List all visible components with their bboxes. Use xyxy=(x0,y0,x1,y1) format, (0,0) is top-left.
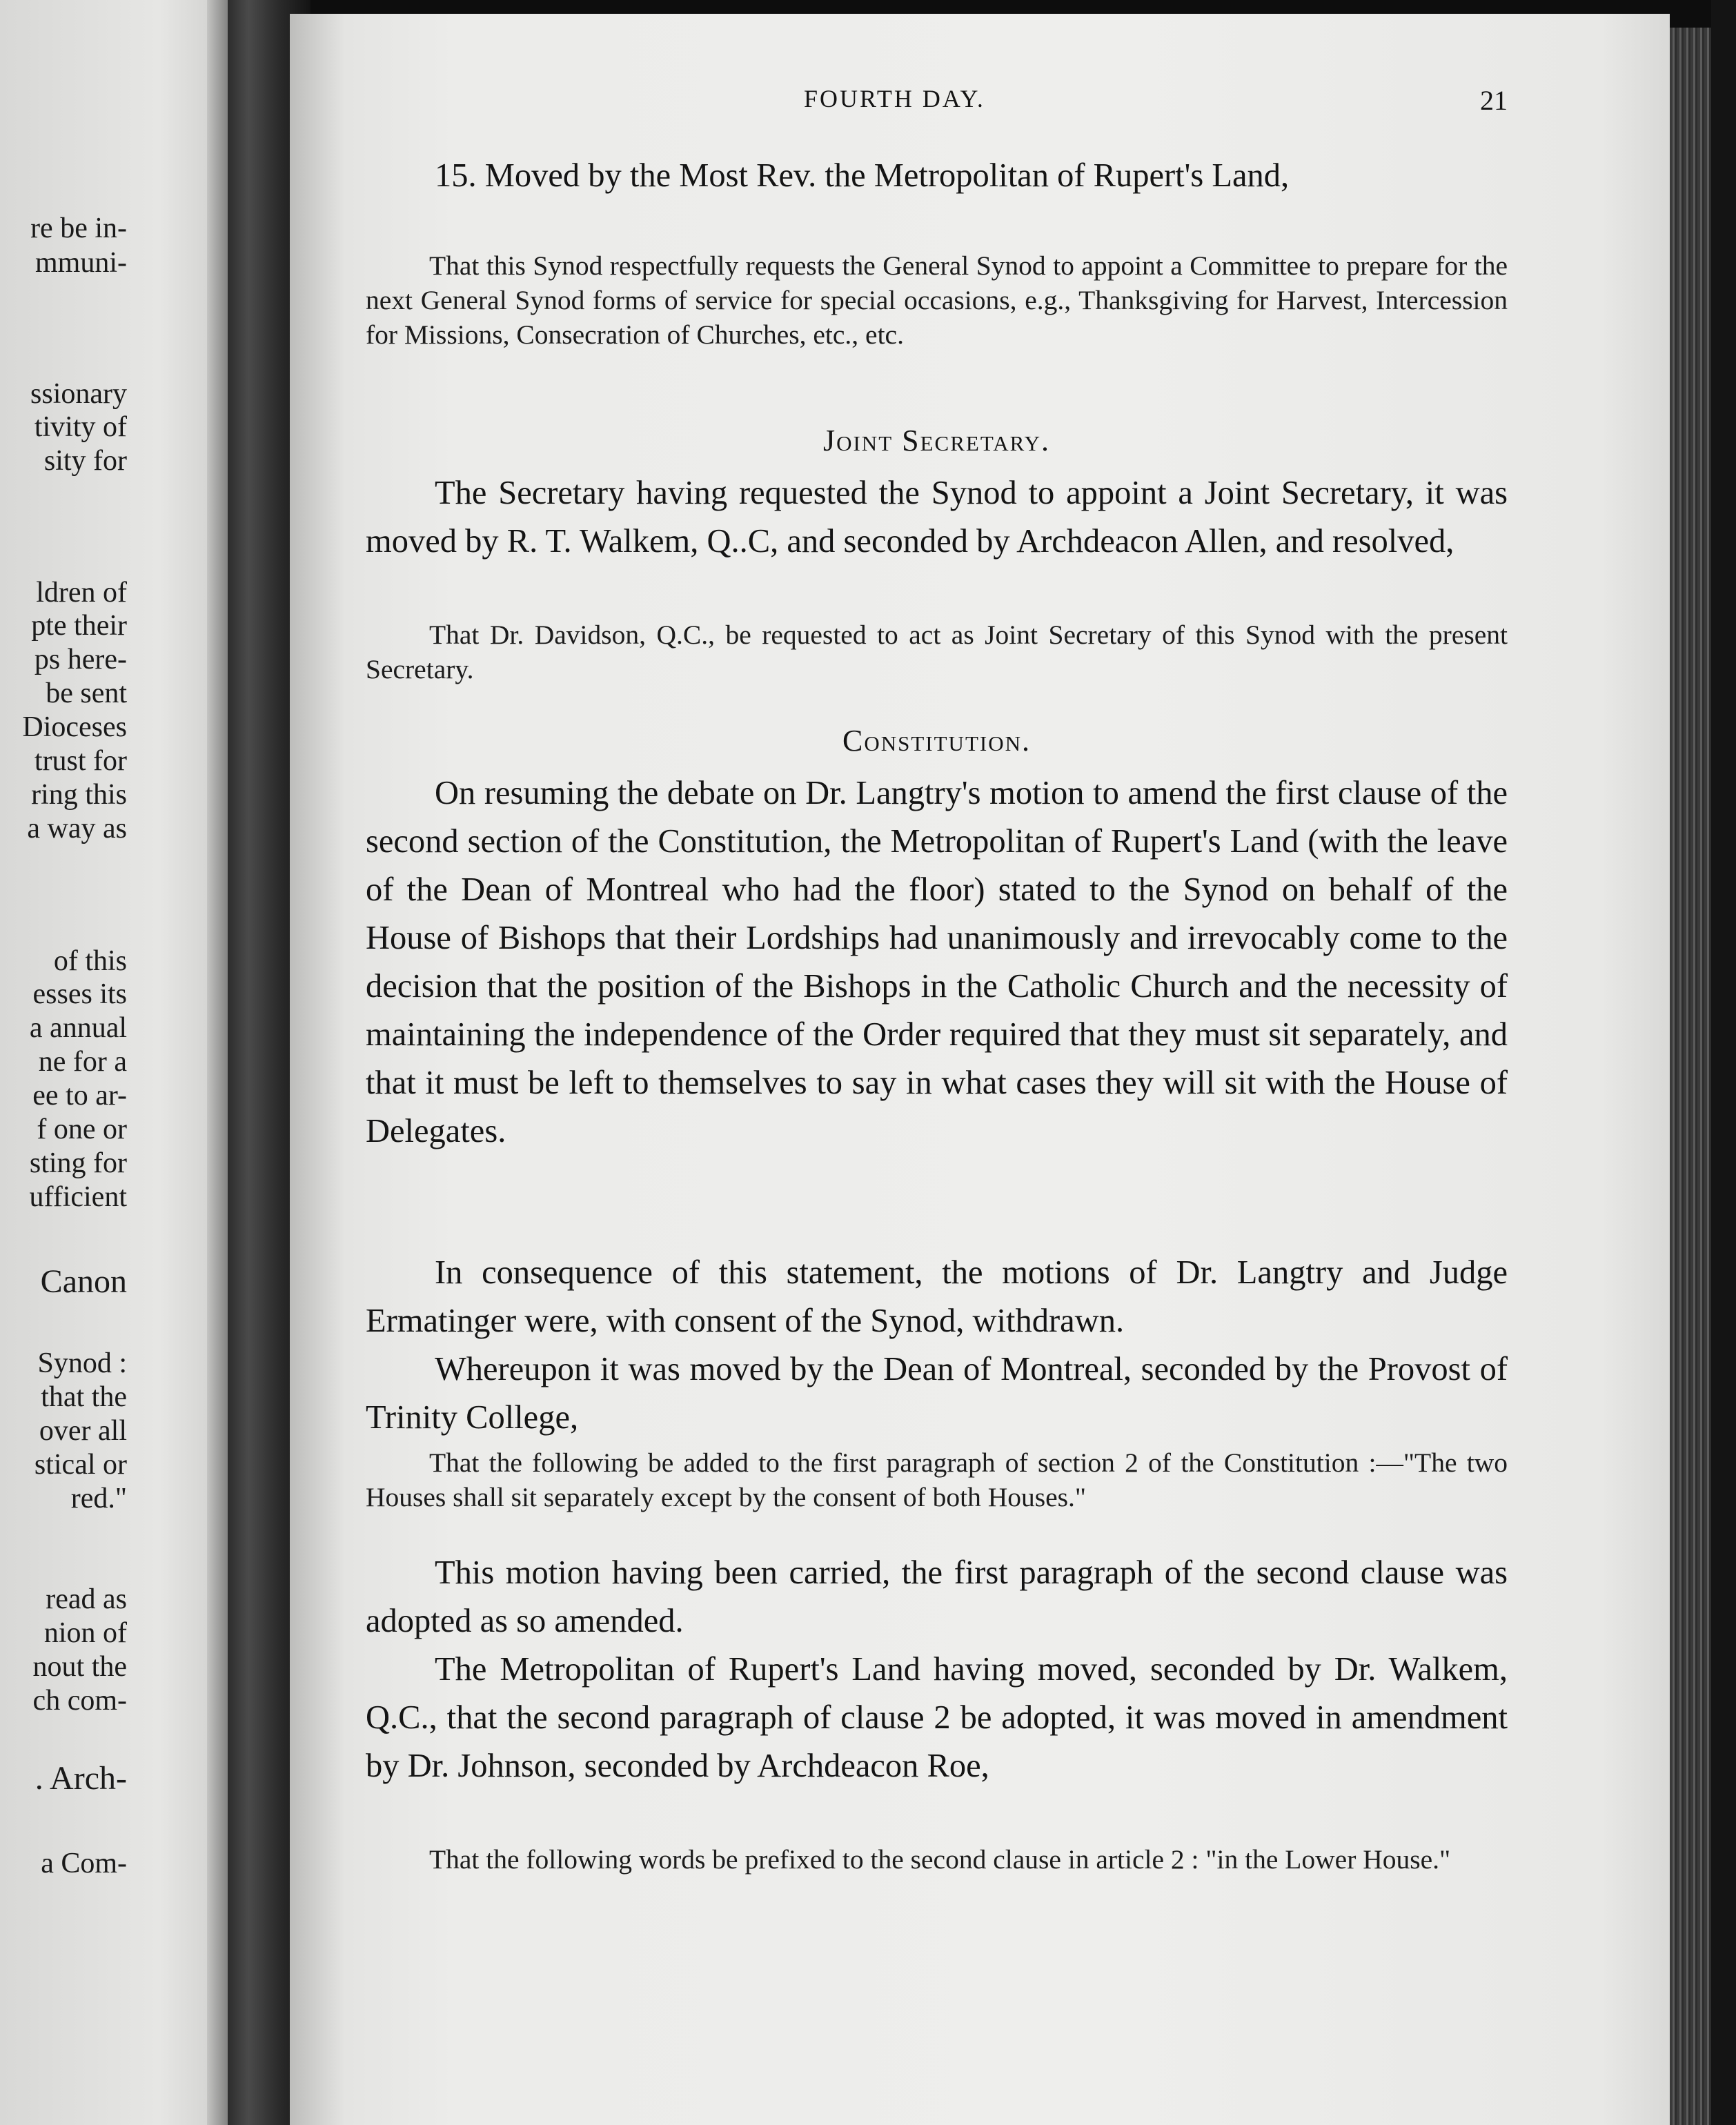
paragraph-text: The Secretary having requested the Synod to appoint a Joint Secretary, it was moved by R. T. Walkem, Q..C, and seconded by Archdeacon Allen, and resolved, xyxy=(366,475,1508,560)
left-line: trust for xyxy=(34,745,127,777)
left-line: that the xyxy=(41,1381,127,1413)
left-line: a way as xyxy=(27,813,127,844)
left-line: ssionary xyxy=(30,378,127,410)
motion-text: 15. Moved by the Most Rev. the Metropolitan of Rupert's Land, xyxy=(435,157,1290,194)
paragraph-text: This motion having been carried, the first paragraph of the second clause was adopted as so amended. xyxy=(366,1554,1508,1639)
left-line: Canon xyxy=(40,1263,127,1300)
page-number: 21 xyxy=(1480,85,1508,116)
left-line: re be in- xyxy=(30,212,127,244)
left-line: pte their xyxy=(31,610,127,642)
left-line: ee to ar- xyxy=(32,1080,127,1111)
left-line: read as xyxy=(46,1583,127,1615)
running-header xyxy=(366,84,1508,119)
left-line: sity for xyxy=(43,445,127,477)
joint-secretary-paragraph xyxy=(366,469,1508,566)
constitution-paragraph-3 xyxy=(366,1345,1508,1442)
section-heading-constitution: Constitution. xyxy=(842,724,1031,758)
constitution-paragraph-4 xyxy=(366,1549,1508,1645)
paragraph-text: In consequence of this statement, the motions of Dr. Langtry and Judge Ermatinger were, with consent of the Synod, withdrawn. xyxy=(366,1254,1508,1339)
left-line: ps here- xyxy=(34,644,127,675)
left-line: Synod : xyxy=(37,1347,127,1379)
left-line: ne for a xyxy=(38,1046,127,1078)
left-line: ring this xyxy=(31,779,127,811)
left-line: . Arch- xyxy=(34,1760,127,1797)
resolution-text: That the following words be prefixed to the second clause in article 2 : "in the Lower House." xyxy=(429,1844,1451,1875)
constitution-paragraph-2 xyxy=(366,1249,1508,1345)
left-line: red." xyxy=(70,1483,127,1514)
left-line: be sent xyxy=(46,678,127,709)
constitution-paragraph-1 xyxy=(366,769,1508,1156)
left-line: a Com- xyxy=(41,1848,127,1879)
left-line: a annual xyxy=(29,1012,127,1044)
paragraph-text: The Metropolitan of Rupert's Land having moved, seconded by Dr. Walkem, Q.C., that the second paragraph of clause 2 be adopted, it was moved in amendment by Dr. Johnson, seconded by Archdeacon Roe, xyxy=(366,1651,1508,1784)
constitution-resolution-2 xyxy=(366,1842,1508,1877)
page-edges xyxy=(1670,28,1711,2125)
left-line: over all xyxy=(39,1415,127,1447)
left-line: nout the xyxy=(32,1651,127,1683)
resolution-text: That this Synod respectfully requests the General Synod to appoint a Committee to prepare for the next General Synod forms of service for special occasions, e.g., Thanksgiving for Harvest, Intercession for Missions, Consecration of Churches, etc., etc. xyxy=(366,250,1508,350)
left-line: ldren of xyxy=(36,577,127,609)
constitution-resolution-1 xyxy=(366,1445,1508,1514)
left-line: mmuni- xyxy=(35,247,127,279)
paragraph-text: Whereupon it was moved by the Dean of Montreal, seconded by the Provost of Trinity College, xyxy=(366,1351,1508,1436)
resolution-text: That Dr. Davidson, Q.C., be requested to act as Joint Secretary of this Synod with the present Secretary. xyxy=(366,620,1508,684)
left-line: ch com- xyxy=(32,1685,127,1717)
left-line: esses its xyxy=(32,978,127,1010)
motion-15 xyxy=(366,152,1508,200)
motion-15-resolution xyxy=(366,248,1508,352)
left-page-text xyxy=(0,0,127,2125)
joint-secretary-resolution xyxy=(366,617,1508,686)
left-line: Dioceses xyxy=(22,711,127,743)
left-line: nion of xyxy=(43,1617,127,1649)
left-line: ufficient xyxy=(29,1181,127,1213)
left-line: tivity of xyxy=(34,411,127,443)
paragraph-text: On resuming the debate on Dr. Langtry's motion to amend the first clause of the second section of the Constitution, the Metropolitan of Rupert's Land (with the leave of the Dean of Montreal who had the floor) stated to the Synod on behalf of the House of Bishops that their Lordships had unanimously and irrevocably come to the decision that the position of the Bishops in the Catholic Church and the necessity of maintaining the independence of the Order required that they must sit separately, and that it must be left to themselves to say in what cases they will sit with the House of Delegates. xyxy=(366,775,1508,1149)
section-heading-joint-secretary: Joint Secretary. xyxy=(822,424,1051,457)
running-title: FOURTH DAY. xyxy=(804,85,985,112)
scan-border xyxy=(1711,0,1736,2125)
left-line: f one or xyxy=(37,1114,127,1145)
left-line: sting for xyxy=(29,1147,127,1179)
left-line: stical or xyxy=(34,1449,127,1481)
left-line: of this xyxy=(53,945,127,977)
constitution-paragraph-5 xyxy=(366,1645,1508,1790)
resolution-text: That the following be added to the first paragraph of section 2 of the Constitution :—"The two Houses shall sit separately except by the consent of both Houses." xyxy=(366,1447,1508,1512)
